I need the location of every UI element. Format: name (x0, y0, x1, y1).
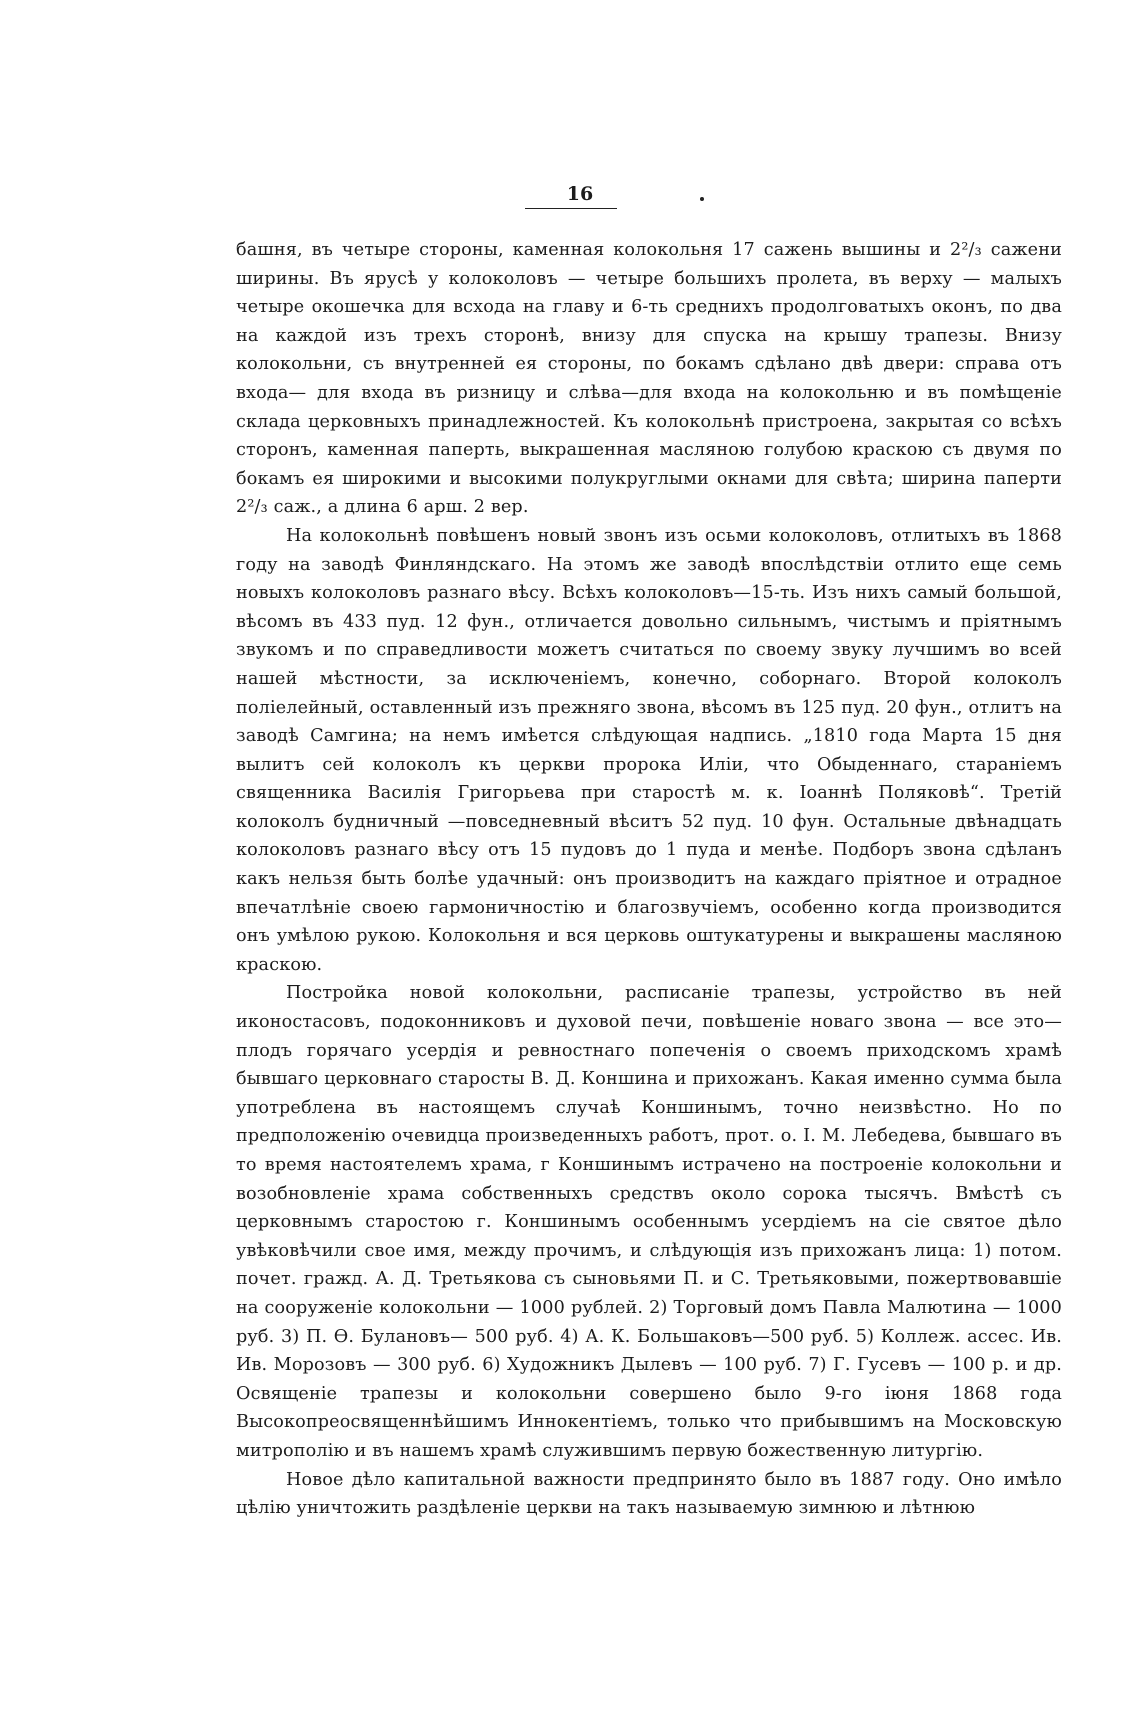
body-text (236, 236, 1062, 1523)
paragraph-construction-donors: Постройка новой колокольни, расписаніе трапезы, устройство въ ней иконостасовъ, подоконниковъ и духовой печи, повѣшеніе новаго звона — все это—плодъ горячаго усердія и ревностнаго попеченія о своемъ приходскомъ храмѣ бывшаго церковнаго старосты В. Д. Коншина и прихожанъ. Какая именно сумма была употреблена въ настоящемъ случаѣ Коншинымъ, точно неизвѣстно. Но по предположенію очевидца произведенныхъ работъ, прот. о. І. М. Лебедева, бывшаго въ то время настоятелемъ храма, г Коншинымъ истрачено на построеніе колокольни и возобновленіе храма собственныхъ средствъ около сорока тысячъ. Вмѣстѣ съ церковнымъ старостою г. Коншинымъ особеннымъ усердіемъ на сіе святое дѣло увѣковѣчили свое имя, между прочимъ, и слѣдующія изъ прихожанъ лица: 1) потом. почет. гражд. А. Д. Третьякова съ сыновьями П. и С. Третьяковыми, пожертвовавшіе на сооруженіе колокольни — 1000 рублей. 2) Торговый домъ Павла Малютина — 1000 руб. 3) П. Ѳ. Булановъ— 500 руб. 4) А. К. Большаковъ—500 руб. 5) Коллеж. ассес. Ив. Ив. Морозовъ — 300 руб. 6) Художникъ Дылевъ — 100 руб. 7) Г. Гусевъ — 100 р. и др. Освященіе трапезы и колокольни совершено было 9-го іюня 1868 года Высокопреосвященнѣйшимъ Иннокентіемъ, только что прибывшимъ на Московскую митрополію и въ нашемъ храмѣ служившимъ первую божественную литургію. (236, 983, 1062, 1461)
page-number: 16 (566, 183, 594, 205)
paragraph-bell-tower: башня, въ четыре стороны, каменная колокольня 17 сажень вышины и 2²/₃ сажени ширины. Въ ярусѣ у колоколовъ — четыре большихъ пролета, въ верху — малыхъ четыре окошечка для всхода на главу и 6-ть среднихъ продолговатыхъ оконъ, по два на каждой изъ трехъ сторонѣ, внизу для спуска на крышу трапезы. Внизу колокольни, съ внутренней ея стороны, по бокамъ сдѣлано двѣ двери: справа отъ входа— для входа въ ризницу и слѣва—для входа на колокольню и въ помѣщеніе склада церковныхъ принадлежностей. Къ колокольнѣ пристроена, закрытая со всѣхъ сторонъ, каменная паперть, выкрашенная масляною голубою краскою съ двумя по бокамъ ея широкими и высокими полукруглыми окнами для свѣта; ширина паперти 2²/₃ саж., а длина 6 арш. 2 вер. (236, 240, 1062, 518)
paragraph-1887-works: Новое дѣло капитальной важности предпринято было въ 1887 году. Оно имѣло цѣлію уничтожить раздѣленіе церкви на такъ называемую зимнюю и лѣтнюю (236, 1469, 1062, 1519)
paragraph-bells: На колокольнѣ повѣшенъ новый звонъ изъ осьми колоколовъ, отлитыхъ въ 1868 году на заводѣ Финляндскаго. На этомъ же заводѣ впослѣдствіи отлито еще семь новыхъ колоколовъ разнаго вѣсу. Всѣхъ колоколовъ—15-ть. Изъ нихъ самый большой, вѣсомъ въ 433 пуд. 12 фун., отличается довольно сильнымъ, чистымъ и пріятнымъ звукомъ и по справедливости можетъ считаться по своему звуку лучшимъ во всей нашей мѣстности, за исключеніемъ, конечно, соборнаго. Второй колоколъ полiелейный, оставленный изъ прежняго звона, вѣсомъ въ 125 пуд. 20 фун., отлитъ на заводѣ Самгина; на немъ имѣется слѣдующая надпись. „1810 года Марта 15 дня вылитъ сей колоколъ къ церкви пророка Иліи, что Обыденнаго, стараніемъ священника Василія Григорьева при старостѣ м. к. Іоаннѣ Поляковѣ“. Третій колоколъ будничный —повседневный вѣситъ 52 пуд. 10 фун. Остальные двѣнадцать колоколовъ разнаго вѣсу отъ 15 пудовъ до 1 пуда и менѣе. Подборъ звона сдѣланъ какъ нельзя быть болѣе удачный: онъ производитъ на каждаго пріятное и отрадное впечатлѣніе своею гармоничностію и благозвучіемъ, особенно когда производится онъ умѣлою рукою. Колокольня и вся церковь оштукатурены и выкрашены масляною краскою. (236, 525, 1062, 975)
ink-dot-mark (700, 197, 704, 201)
page-number-rule (525, 208, 617, 209)
